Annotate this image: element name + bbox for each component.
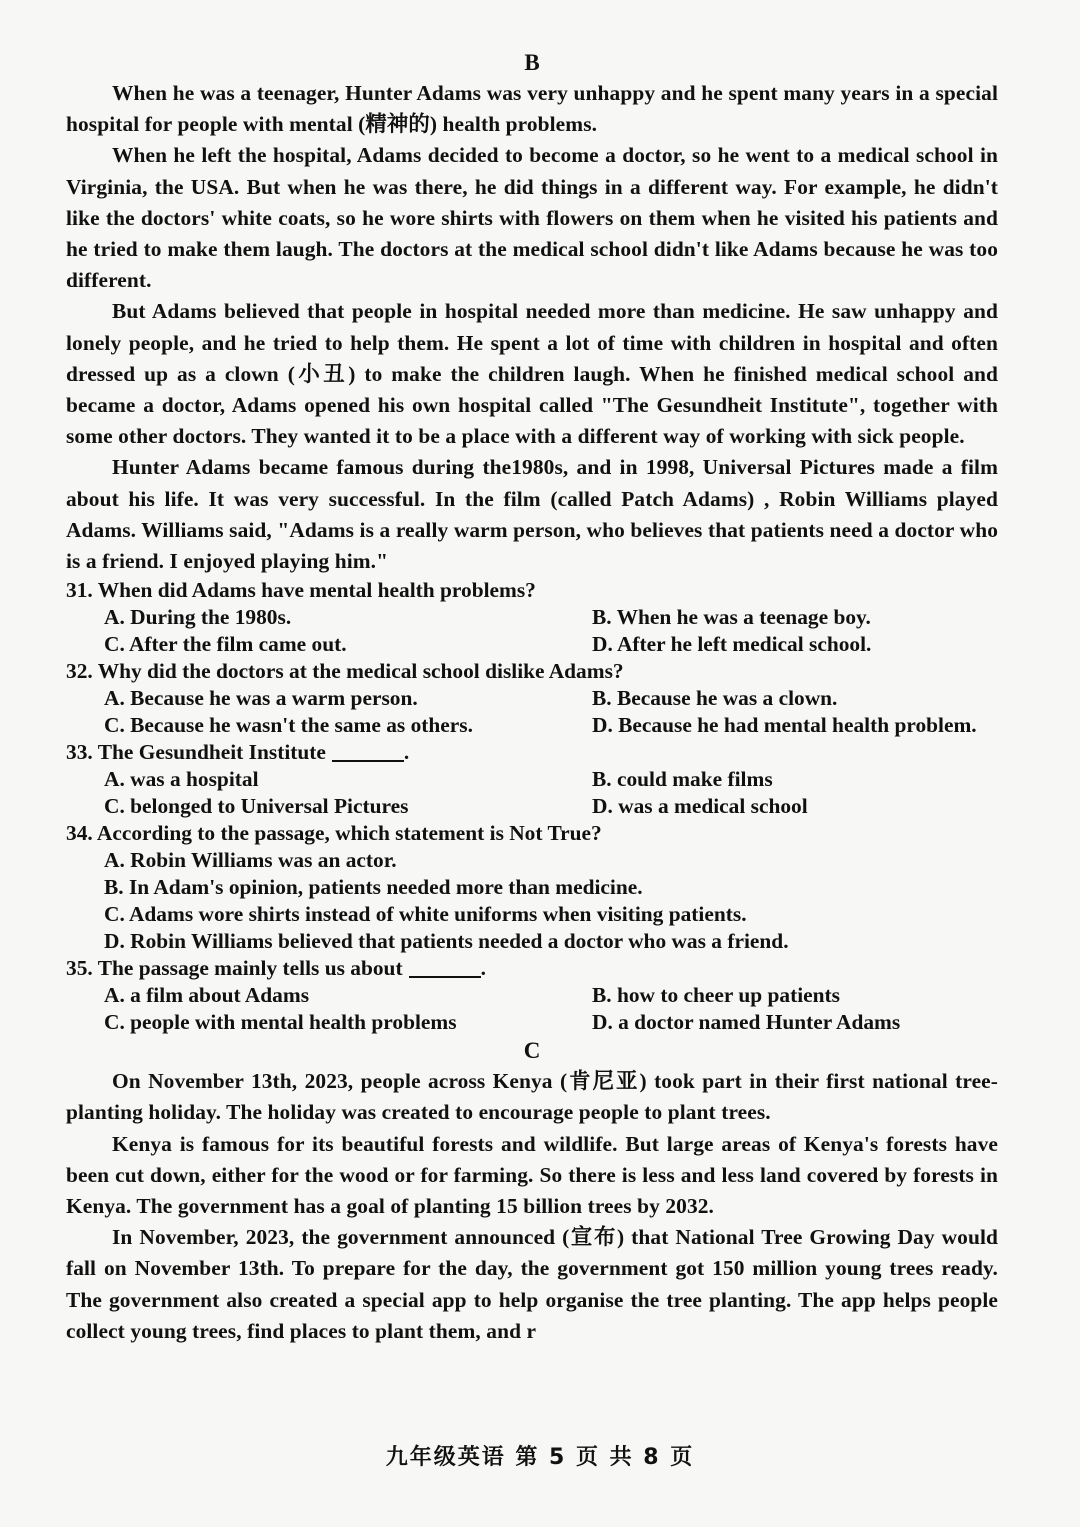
question-34 xyxy=(66,820,998,955)
question-34-option-d[interactable]: D. Robin Williams believed that patients needed a doctor who was a friend. xyxy=(104,929,789,954)
question-34-option-a[interactable]: A. Robin Williams was an actor. xyxy=(104,848,397,873)
section-c-paragraph-2: Kenya is famous for its beautiful forests and wildlife. But large areas of Kenya's forests have been cut down, either for the wood or for farming. So there is less and less land covered by forests in Kenya. The government has a goal of planting 15 billion trees by 2032. xyxy=(66,1131,998,1219)
answer-blank xyxy=(332,760,404,762)
question-31 xyxy=(66,577,998,658)
question-33-option-b[interactable]: B. could make films xyxy=(592,767,773,792)
section-b-paragraph-1: When he was a teenager, Hunter Adams was very unhappy and he spent many years in a special hospital for people with mental (精神的) health problems. xyxy=(66,81,998,137)
question-31-option-d[interactable]: D. After he left medical school. xyxy=(592,632,872,657)
question-31-option-c[interactable]: C. After the film came out. xyxy=(104,632,347,657)
question-35-option-a[interactable]: A. a film about Adams xyxy=(104,983,310,1008)
question-35-option-c[interactable]: C. people with mental health problems xyxy=(104,1010,457,1035)
question-31-option-b[interactable]: B. When he was a teenage boy. xyxy=(592,605,871,630)
question-35-period: . xyxy=(480,956,486,981)
question-33-period: . xyxy=(403,740,410,765)
question-34-option-b[interactable]: B. In Adam's opinion, patients needed more than medicine. xyxy=(104,875,643,900)
question-35 xyxy=(66,955,998,1036)
question-33-option-c[interactable]: C. belonged to Universal Pictures xyxy=(104,794,409,819)
section-b-paragraph-3: But Adams believed that people in hospital needed more than medicine. He saw unhappy and lonely people, and he tried to help them. He spent a lot of time with children in hospital and often dressed up as a clown (小丑) to make the children laugh. When he finished medical school and became a doctor, Adams opened his own hospital called "The Gesundheit Institute", together with some other doctors. They wanted it to be a place with a different way of working with sick people. xyxy=(66,299,998,449)
question-32-stem: 32. Why did the doctors at the medical school dislike Adams? xyxy=(66,659,624,684)
question-33-option-a[interactable]: A. was a hospital xyxy=(104,767,259,792)
question-32-option-a[interactable]: A. Because he was a warm person. xyxy=(104,686,418,711)
section-c-paragraph-1: On November 13th, 2023, people across Kenya (肯尼亚) took part in their first national tree-planting holiday. The holiday was created to encourage people to plant trees. xyxy=(66,1069,998,1125)
question-32-option-b[interactable]: B. Because he was a clown. xyxy=(592,686,838,711)
question-32-option-c[interactable]: C. Because he wasn't the same as others. xyxy=(104,713,473,738)
question-31-stem: 31. When did Adams have mental health problems? xyxy=(66,578,536,603)
section-c-title: C xyxy=(523,1038,541,1064)
question-35-text: 35. The passage mainly tells us about xyxy=(66,956,403,981)
section-c-paragraph-3: In November, 2023, the government announced (宣布) that National Tree Growing Day would fall on November 13th. To prepare for the day, the government got 150 million young trees ready. The government also created a special app to help organise the tree planting. The app helps people collect young trees, find places to plant them, and r xyxy=(66,1225,998,1343)
page-footer: 九年级英语 第 5 页 共 8 页 xyxy=(385,1445,695,1470)
question-32-option-d[interactable]: D. Because he had mental health problem. xyxy=(592,713,977,738)
question-33 xyxy=(66,739,998,820)
question-35-option-b[interactable]: B. how to cheer up patients xyxy=(592,983,840,1008)
question-34-stem: 34. According to the passage, which statement is Not True? xyxy=(66,821,602,846)
section-b-title: B xyxy=(524,50,540,75)
answer-blank xyxy=(409,976,481,978)
section-b-paragraph-4: Hunter Adams became famous during the1980s, and in 1998, Universal Pictures made a film about his life. It was very successful. In the film (called Patch Adams) , Robin Williams played Adams. Williams said, "Adams is a really warm person, who believes that patients need a doctor who is a friend. I enjoyed playing him." xyxy=(66,455,998,574)
section-b-paragraph-2: When he left the hospital, Adams decided to become a doctor, so he went to a medical school in Virginia, the USA. But when he was there, he did things in a different way. For example, he didn't like the doctors' white coats, so he wore shirts with flowers on them when he visited his patients and he tried to make them laugh. The doctors at the medical school didn't like Adams because he was too different. xyxy=(66,143,998,293)
question-33-stem xyxy=(66,739,998,766)
question-35-option-d[interactable]: D. a doctor named Hunter Adams xyxy=(592,1010,901,1035)
question-33-text: 33. The Gesundheit Institute xyxy=(66,740,326,765)
question-34-option-c[interactable]: C. Adams wore shirts instead of white uniforms when visiting patients. xyxy=(104,902,747,927)
question-35-stem xyxy=(66,955,998,982)
question-33-option-d[interactable]: D. was a medical school xyxy=(592,794,808,819)
question-32 xyxy=(66,658,998,739)
question-31-option-a[interactable]: A. During the 1980s. xyxy=(104,605,292,630)
